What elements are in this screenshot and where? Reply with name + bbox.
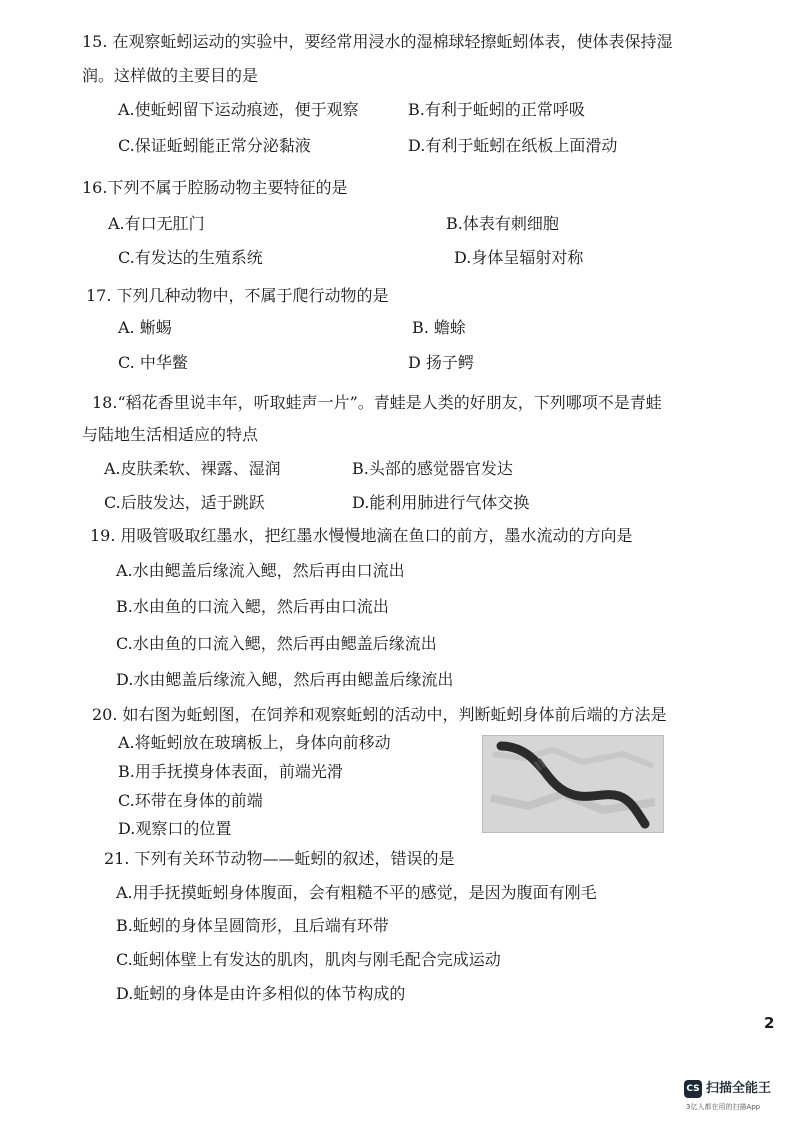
camscanner-logo-icon: CS — [684, 1080, 702, 1098]
scanner-tagline: 3亿人都在用的扫描App — [686, 1103, 761, 1111]
q20-option-c: C.环带在身体的前端 — [118, 791, 263, 810]
q19-option-b: B.水由鱼的口流入鳃，然后再由口流出 — [116, 597, 389, 616]
q15-option-b: B.有利于蚯蚓的正常呼吸 — [408, 100, 585, 119]
q21-option-b: B.蚯蚓的身体呈圆筒形，且后端有环带 — [116, 916, 389, 935]
q17-option-a: A. 蜥蜴 — [118, 318, 172, 337]
q15-option-d: D.有利于蚯蚓在纸板上面滑动 — [408, 136, 618, 155]
q19-stem: 19. 用吸管吸取红墨水，把红墨水慢慢地滴在鱼口的前方，墨水流动的方向是 — [90, 526, 633, 545]
q20-option-d: D.观察口的位置 — [118, 819, 232, 838]
q18-option-b: B.头部的感觉器官发达 — [352, 459, 513, 478]
q16-stem: 16.下列不属于腔肠动物主要特征的是 — [82, 178, 348, 197]
q19-option-a: A.水由鳃盖后缘流入鳃，然后再由口流出 — [116, 561, 405, 580]
q18-stem-line2: 与陆地生活相适应的特点 — [82, 425, 259, 444]
q21-option-d: D.蚯蚓的身体是由许多相似的体节构成的 — [116, 984, 406, 1003]
q20-option-a: A.将蚯蚓放在玻璃板上，身体向前移动 — [118, 733, 391, 752]
q18-option-c: C.后肢发达，适于跳跃 — [104, 493, 265, 512]
q21-option-a: A.用手抚摸蚯蚓身体腹面，会有粗糙不平的感觉，是因为腹面有刚毛 — [116, 883, 597, 902]
page-number: 2 — [764, 1014, 775, 1032]
q16-option-d: D.身体呈辐射对称 — [454, 248, 584, 267]
q18-stem-line1: 18.“稻花香里说丰年，听取蛙声一片”。青蛙是人类的好朋友，下列哪项不是青蛙 — [92, 393, 662, 412]
q20-stem: 20. 如右图为蚯蚓图，在饲养和观察蚯蚓的活动中，判断蚯蚓身体前后端的方法是 — [92, 705, 667, 724]
q15-option-a: A.使蚯蚓留下运动痕迹，便于观察 — [118, 100, 359, 119]
q17-stem: 17. 下列几种动物中，不属于爬行动物的是 — [86, 286, 389, 305]
earthworm-photo — [482, 735, 664, 833]
q17-option-b: B. 蟾蜍 — [412, 318, 466, 337]
q18-option-d: D.能利用肺进行气体交换 — [352, 493, 530, 512]
q20-option-b: B.用手抚摸身体表面，前端光滑 — [118, 762, 343, 781]
q18-option-a: A.皮肤柔软、裸露、湿润 — [104, 459, 281, 478]
earthworm-illustration — [483, 736, 663, 832]
q16-option-c: C.有发达的生殖系统 — [118, 248, 263, 267]
q17-option-d: D 扬子鳄 — [408, 353, 474, 372]
q19-option-c: C.水由鱼的口流入鳃，然后再由鳃盖后缘流出 — [116, 634, 437, 653]
q21-option-c: C.蚯蚓体壁上有发达的肌肉，肌肉与刚毛配合完成运动 — [116, 950, 501, 969]
q15-stem-line1: 15. 在观察蚯蚓运动的实验中，要经常用浸水的湿棉球轻擦蚯蚓体表，使体表保持湿 — [82, 32, 673, 51]
q16-option-a: A.有口无肛门 — [108, 214, 205, 233]
q17-option-c: C. 中华鳖 — [118, 353, 188, 372]
q15-option-c: C.保证蚯蚓能正常分泌黏液 — [118, 136, 311, 155]
q19-option-d: D.水由鳃盖后缘流入鳃，然后再由鳃盖后缘流出 — [116, 670, 454, 689]
q21-stem: 21. 下列有关环节动物——蚯蚓的叙述，错误的是 — [104, 849, 455, 868]
scanner-app-name: 扫描全能王 — [706, 1081, 772, 1096]
q16-option-b: B.体表有刺细胞 — [446, 214, 559, 233]
q15-stem-line2: 润。这样做的主要目的是 — [82, 66, 259, 85]
